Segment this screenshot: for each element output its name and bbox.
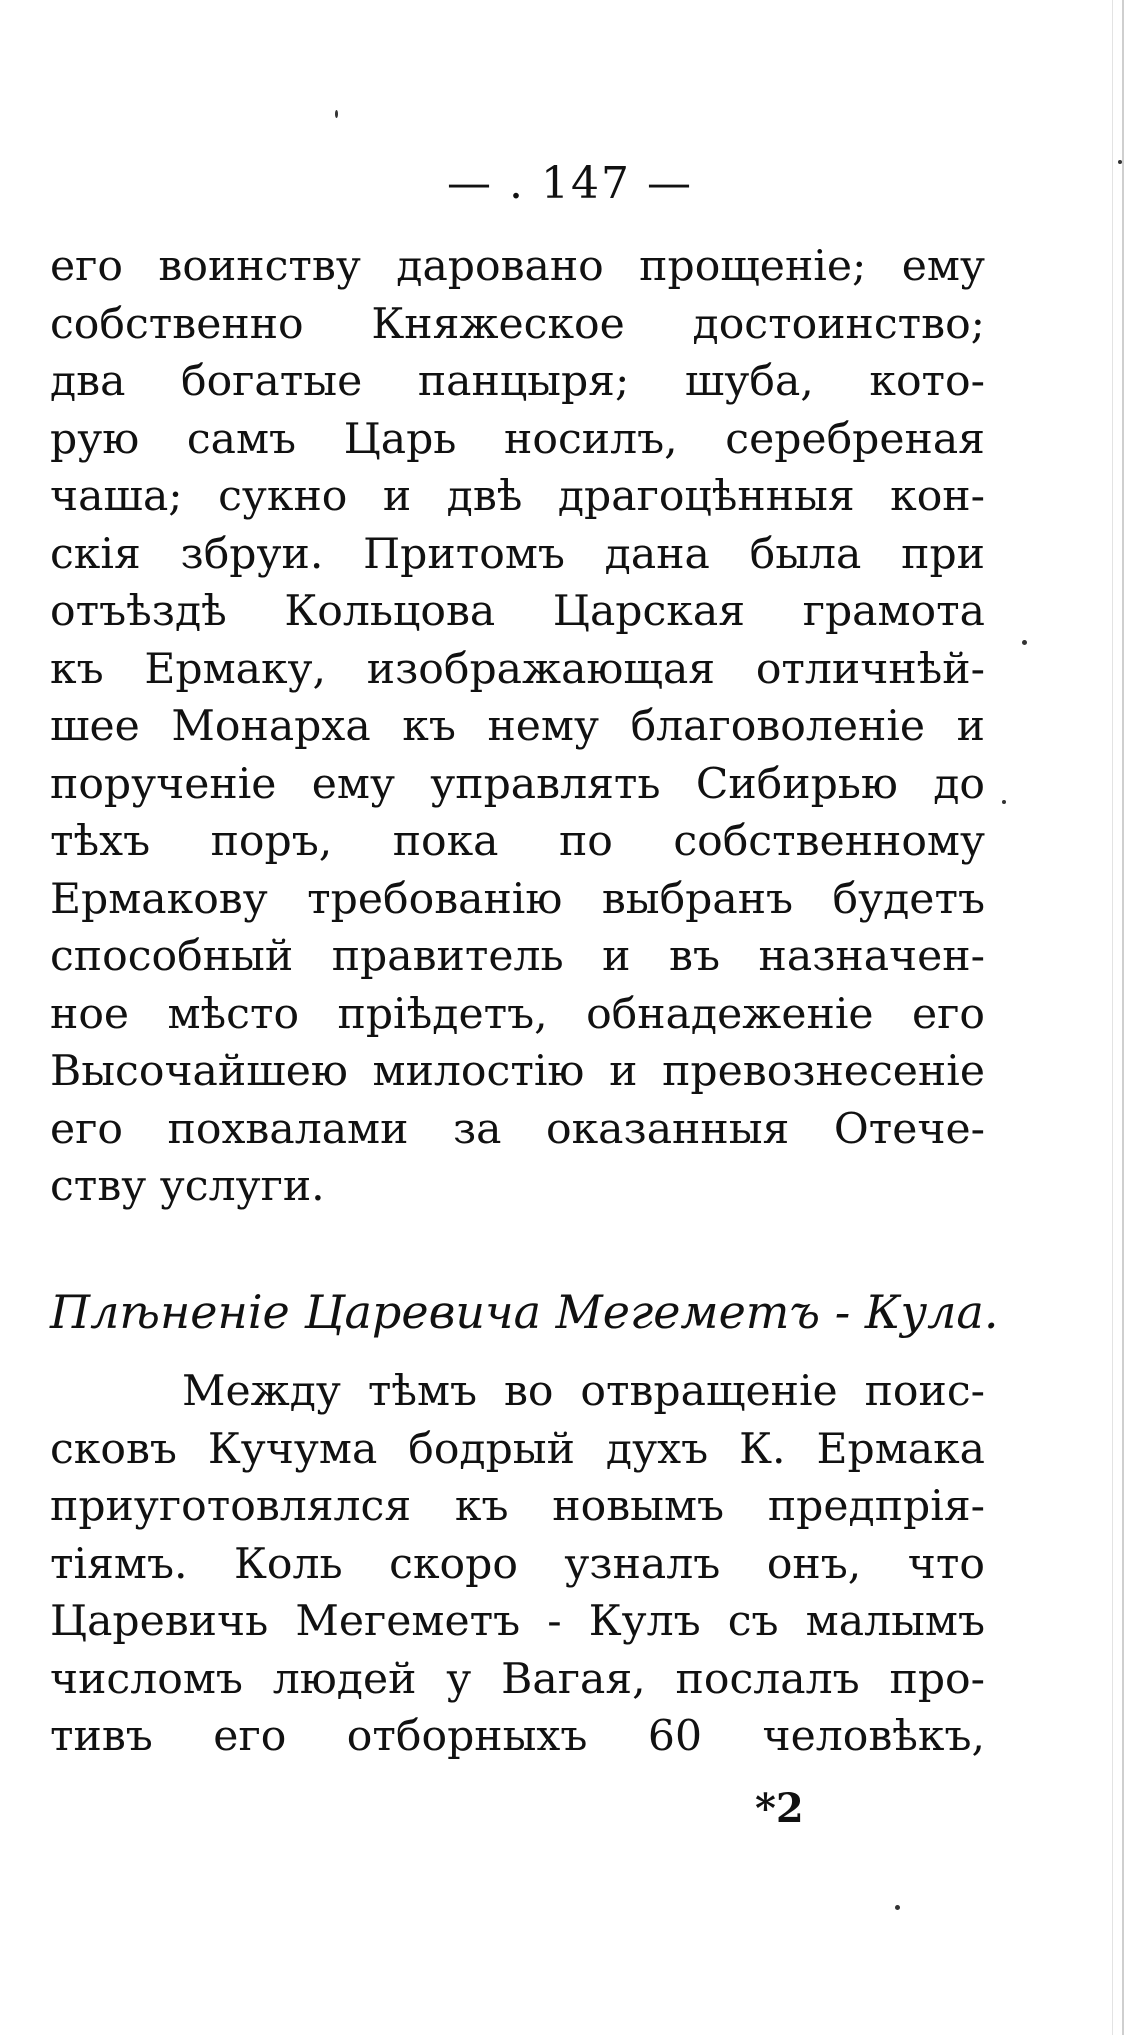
text-line: его похвалами за оказанныя Отече-: [50, 1104, 985, 1154]
paragraph-1: [50, 238, 985, 1216]
text-line: два богатые панцыря; шуба, кото-: [50, 357, 985, 406]
text-line: приуготовлялся къ новымъ предпрія-: [50, 1482, 985, 1531]
text-line: ству услуги.: [50, 1162, 325, 1211]
text-line: его воинству даровано прощеніе; ему: [50, 242, 985, 291]
page-edge-line: [1122, 0, 1124, 2035]
text-line: тивъ его отборныхъ 60 человѣкъ,: [50, 1712, 985, 1761]
text-line: рую самъ Царь носилъ, серебреная: [50, 414, 985, 464]
text-line: сковъ Кучума бодрый духъ К. Ермака: [50, 1424, 985, 1474]
text-line: ное мѣсто прiѣдетъ, обнадеженіе его: [50, 989, 985, 1039]
text-line: скія збруи. Притомъ дана была при: [50, 529, 985, 579]
paragraph-2: [50, 1363, 985, 1766]
page-number: — . 147 —: [447, 158, 693, 209]
text-line: Между тѣмъ во отвращеніе поис-: [182, 1367, 985, 1416]
page-edge-line-inner: [1112, 0, 1113, 2035]
signature-mark: *2: [755, 1785, 804, 1832]
ink-speck: [1022, 640, 1027, 645]
section-heading: Плѣненіе Царевича Мегеметъ - Кула.: [50, 1285, 999, 1339]
ink-speck: [1118, 160, 1122, 164]
text-line: Ермакову требованію выбранъ будетъ: [50, 874, 985, 924]
text-line: чаша; сукно и двѣ драгоцѣнныя кон-: [50, 472, 985, 521]
text-line: собственно Княжеское достоинство;: [50, 299, 985, 349]
text-line: способный правитель и въ назначен-: [50, 932, 985, 981]
text-line: Царевичь Мегеметъ - Кулъ съ малымъ: [50, 1597, 985, 1646]
text-line: тіямъ. Коль скоро узналъ онъ, что: [50, 1539, 985, 1589]
text-line: Высочайшею милостію и превознесеніе: [50, 1047, 985, 1096]
ink-speck: [1002, 800, 1006, 804]
text-line: тѣхъ поръ, пока по собственному: [50, 817, 985, 866]
ink-speck: [335, 110, 338, 118]
ink-speck: [895, 1905, 900, 1910]
text-line: числомъ людей у Вагая, послалъ про-: [50, 1654, 985, 1704]
text-line: къ Ермаку, изображающая отличнѣй-: [50, 644, 985, 694]
text-line: отъѣздѣ Кольцова Царская грамота: [50, 587, 985, 636]
text-line: порученіе ему управлять Сибирью до: [50, 759, 985, 809]
text-line: шее Монарха къ нему благоволеніе и: [50, 702, 985, 751]
